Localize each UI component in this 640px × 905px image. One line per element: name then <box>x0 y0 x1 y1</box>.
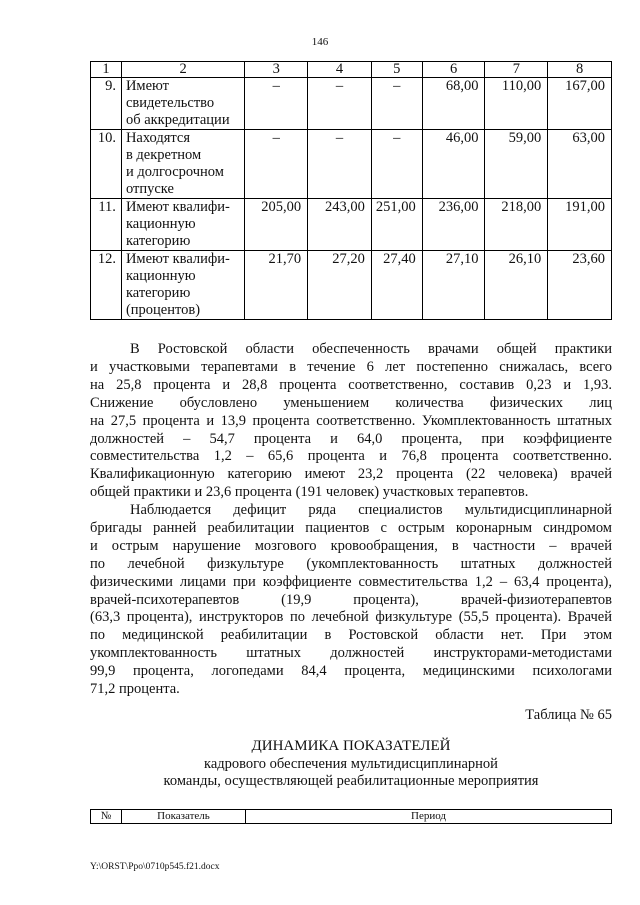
table-row <box>91 199 612 251</box>
file-path-footer: Y:\ORST\Ppo\0710p545.f21.docx <box>90 862 220 872</box>
header-cell-number: № <box>91 810 122 824</box>
cell-value: 63,00 <box>548 130 612 199</box>
row-number: 12. <box>91 251 122 320</box>
row-label: Находятся в декретном и долгосрочном отпуске <box>121 130 244 199</box>
cell-value: 243,00 <box>308 199 372 251</box>
cell-value: 110,00 <box>485 78 548 130</box>
cell-value: – <box>308 130 372 199</box>
cell-value: 218,00 <box>485 199 548 251</box>
cell-value: 23,60 <box>548 251 612 320</box>
cell-value: 191,00 <box>548 199 612 251</box>
cell-value: 27,40 <box>371 251 422 320</box>
header-cell: 7 <box>485 62 548 78</box>
page-number: 146 <box>311 36 329 48</box>
row-number: 11. <box>91 199 122 251</box>
cell-value: 59,00 <box>485 130 548 199</box>
table-header-row <box>91 62 612 78</box>
cell-value: 167,00 <box>548 78 612 130</box>
cell-value: 26,10 <box>485 251 548 320</box>
header-cell: 8 <box>548 62 612 78</box>
header-cell: 1 <box>91 62 122 78</box>
header-cell-period: Период <box>246 810 612 824</box>
cell-value: 27,10 <box>422 251 485 320</box>
cell-value: 21,70 <box>245 251 308 320</box>
title-main: ДИНАМИКА ПОКАЗАТЕЛЕЙ <box>251 738 451 754</box>
row-number: 9. <box>91 78 122 130</box>
table-row <box>91 251 612 320</box>
paragraph-doctors-supply: В Ростовской области обеспеченность врачами общей практики и участковыми терапевтами в течение 6 лет постепенно снижалась, всего на 25,8 процента и 28,8 процента соответственно, составив 0,23 и 1,93. Снижение обусловлено уменьшением количества физических лиц на 27,5 процента и 13,9 процента соответственно. Укомплектованность штатных должностей – 54,7 процента и 64,0 процента, при коэффициенте совместительства 1,2 – 65,6 процента и 76,8 процента соответственно. Квалификационную категорию имеют 23,2 процента (22 человека) врачей общей практики и 23,6 процента (191 человек) участковых терапевтов. <box>90 341 612 501</box>
staffing-table <box>90 61 612 320</box>
cell-value: – <box>308 78 372 130</box>
cell-value: – <box>245 130 308 199</box>
table-title <box>90 738 612 791</box>
table-number-label: Таблица № 65 <box>525 707 612 723</box>
cell-value: 251,00 <box>371 199 422 251</box>
row-label: Имеют свидетельство об аккредитации <box>121 78 244 130</box>
paragraph-specialist-deficit: Наблюдается дефицит ряда специалистов мультидисциплинарной бригады ранней реабилитации пациентов с острым коронарным синдромом и острым нарушение мозгового кровообращения, в частности – врачей по лечебной физкультуре (укомплектованность штатных должностей физическими лицами при коэффициенте совместительства 1,2 – 63,4 процента), врачей-психотерапевтов (19,9 процента), врачей-физиотерапевтов (63,3 процента), инструкторов по лечебной физкультуре (55,5 процента). Врачей по медицинской реабилитации в Ростовской области нет. При этом укомплектованность штатных должностей инструкторами-методистами 99,9 процента, логопедами 84,4 процента, медицинскими психологами 71,2 процента. <box>90 502 612 698</box>
table-header-row <box>91 810 612 824</box>
table-row <box>91 78 612 130</box>
header-cell: 3 <box>245 62 308 78</box>
header-cell: 5 <box>371 62 422 78</box>
cell-value: – <box>371 130 422 199</box>
cell-value: 46,00 <box>422 130 485 199</box>
cell-value: 27,20 <box>308 251 372 320</box>
cell-value: – <box>371 78 422 130</box>
row-number: 10. <box>91 130 122 199</box>
title-subtitle-line: кадрового обеспечения мультидисциплинарной <box>204 755 498 772</box>
header-cell: 4 <box>308 62 372 78</box>
row-label: Имеют квалифи- кационную категорию (процентов) <box>121 251 244 320</box>
header-cell: 2 <box>121 62 244 78</box>
cell-value: 205,00 <box>245 199 308 251</box>
cell-value: 68,00 <box>422 78 485 130</box>
table-row <box>91 130 612 199</box>
header-cell-indicator: Показатель <box>122 810 246 824</box>
cell-value: 236,00 <box>422 199 485 251</box>
header-cell: 6 <box>422 62 485 78</box>
row-label: Имеют квалифи- кационную категорию <box>121 199 244 251</box>
dynamics-table-header <box>90 809 612 824</box>
title-subtitle-line: команды, осуществляющей реабилитационные мероприятия <box>163 773 539 789</box>
cell-value: – <box>245 78 308 130</box>
